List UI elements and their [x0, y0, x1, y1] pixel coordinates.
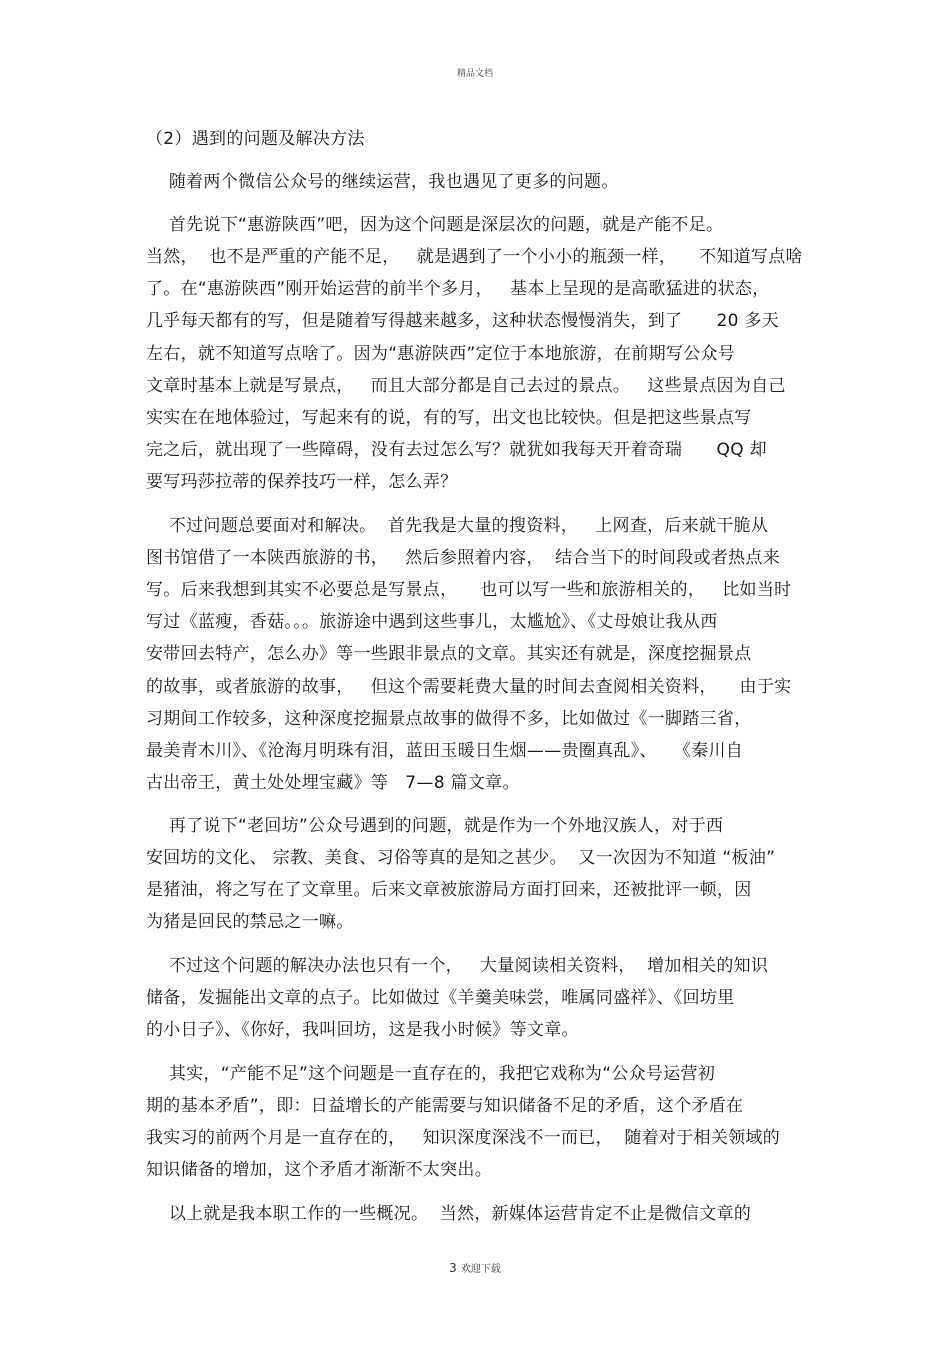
text-line: 图书馆借了一本陕西旅游的书， 然后参照着内容， 结合当下的时间段或者热点来 — [146, 548, 781, 568]
text-line: 我实习的前两个月是一直存在的， 知识深度深浅不一而已， 随着对于相关领域的 — [146, 1128, 781, 1148]
text-line: 左右，就不知道写点啥了。因为“惠游陕西”定位于本地旅游，在前期写公众号 — [146, 344, 736, 364]
text-line: 首先说下“惠游陕西”吧，因为这个问题是深层次的问题，就是产能不足。 — [146, 215, 724, 235]
text-line: 要写玛莎拉蒂的保养技巧一样，怎么弄？ — [146, 472, 458, 492]
text-line: 了。在“惠游陕西”刚开始运营的前半个多月， 基本上呈现的是高歌猛进的状态， — [146, 279, 770, 299]
text-line: 为猪是回民的禁忌之一嘛。 — [146, 912, 354, 932]
text-line: 期的基本矛盾”，即：日益增长的产能需要与知识储备不足的矛盾，这个矛盾在 — [146, 1096, 744, 1116]
page-footer — [0, 1260, 950, 1275]
text-line: 文章时基本上就是写景点， 而且大部分都是自己去过的景点。 这些景点因为自己 — [146, 376, 786, 396]
text-line: 以上就是我本职工作的一些概况。 当然，新媒体运营肯定不止是微信文章的 — [146, 1204, 752, 1224]
text-line: 知识储备的增加，这个矛盾才渐渐不太突出。 — [146, 1160, 492, 1180]
text-line: 安回坊的文化、 宗教、美食、习俗等真的是知之甚少。 又一次因为不知道 “板油” — [146, 848, 776, 868]
page-number: 3 — [449, 1261, 457, 1275]
text-line: 储备，发掘能出文章的点子。比如做过《羊羹美味尝，唯属同盛祥》、《回坊里 — [146, 988, 735, 1008]
text-line: 写。后来我想到其实不必要总是写景点， 也可以写一些和旅游相关的， 比如当时 — [146, 580, 792, 600]
section-heading: （2）遇到的问题及解决方法 — [146, 129, 365, 149]
text-line: 是猪油，将之写在了文章里。后来文章被旅游局方面打回来，还被批评一顿，因 — [146, 880, 752, 900]
footer-text: 欢迎下载 — [460, 1264, 501, 1275]
text-line: 写过《蓝瘦，香菇。。。旅游途中遇到这些事儿，太尴尬》、《丈母娘让我从西 — [146, 612, 718, 632]
text-line: 当然， 也不是严重的产能不足， 就是遇到了一个小小的瓶颈一样， 不知道写点啥 — [146, 247, 803, 267]
text-line: 不过问题总要面对和解决。 首先我是大量的搜资料， 上网查，后来就干脆从 — [146, 516, 769, 536]
text-line: 几乎每天都有的写，但是随着写得越来越多，这种状态慢慢消失，到了 20 多天 — [146, 311, 780, 331]
page-header: 精品文档 — [456, 69, 493, 79]
text-line: 随着两个微信公众号的继续运营，我也遇见了更多的问题。 — [146, 172, 619, 192]
text-line: 古出帝王，黄土处处埋宝藏》等 7—8 篇文章。 — [146, 773, 520, 793]
text-line: 习期间工作较多，这种深度挖掘景点故事的做得不多，比如做过《一脚踏三省， — [146, 709, 752, 729]
text-line: 的故事，或者旅游的故事， 但这个需要耗费大量的时间去查阅相关资料， 由于实 — [146, 677, 792, 697]
text-line: 完之后，就出现了一些障碍，没有去过怎么写？就犹如我每天开着奇瑞 QQ 却 — [146, 440, 767, 460]
text-line: 最美青木川》、《沧海月明珠有泪，蓝田玉暖日生烟——贵圈真乱》、 《秦川自 — [146, 741, 744, 761]
text-line: 的小日子》、《你好，我叫回坊，这是我小时候》等文章。 — [146, 1020, 579, 1040]
text-line: 再了说下“老回坊”公众号遇到的问题，就是作为一个外地汉族人，对于西 — [146, 816, 724, 836]
text-line: 安带回去特产，怎么办》等一些跟非景点的文章。其实还有就是，深度挖掘景点 — [146, 644, 752, 664]
text-line: 不过这个问题的解决办法也只有一个， 大量阅读相关资料， 增加相关的知识 — [146, 956, 769, 976]
text-line: 实实在在地体验过，写起来有的说，有的写，出文也比较快。但是把这些景点写 — [146, 408, 752, 428]
text-line: 其实，“产能不足”这个问题是一直存在的，我把它戏称为“公众号运营初 — [146, 1064, 716, 1084]
